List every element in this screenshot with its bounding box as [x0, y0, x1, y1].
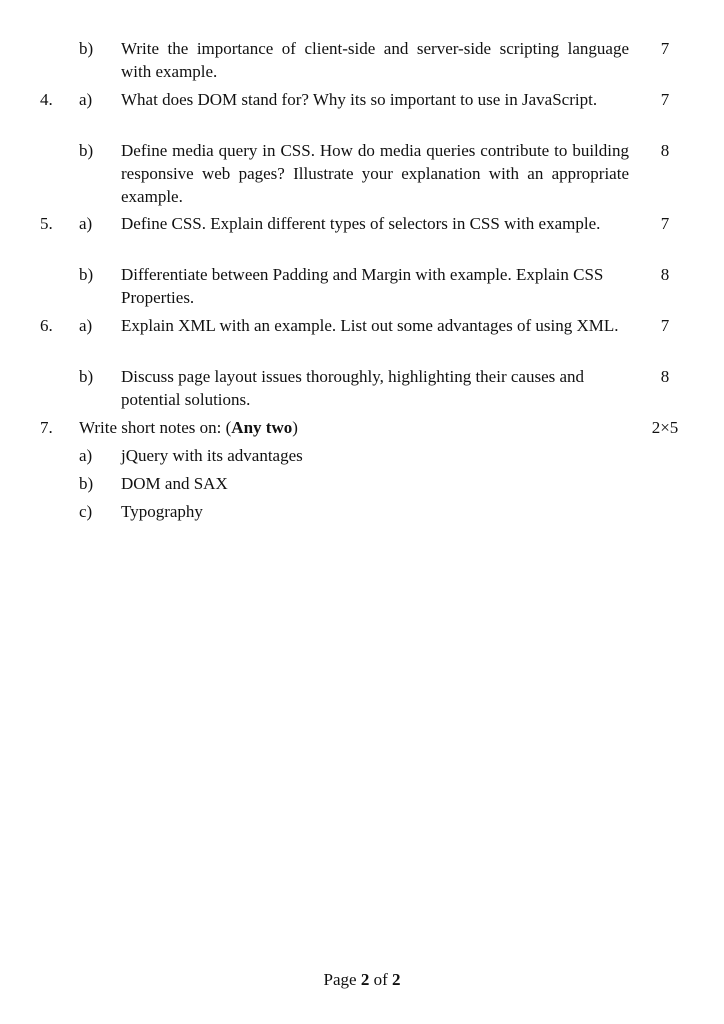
part-label: b) [79, 367, 94, 386]
question-number: 7. [40, 418, 53, 437]
marks: 7 [660, 316, 670, 335]
question-text: Define CSS. Explain different types of selectors in CSS with example. [121, 214, 601, 233]
marks: 8 [660, 141, 670, 160]
question-text: Discuss page layout issues thoroughly, highlighting their causes and potential solutions. [121, 367, 585, 409]
emphasis-text: Any two [231, 418, 293, 437]
marks: 7 [660, 214, 670, 233]
question-text: DOM and SAX [121, 474, 228, 493]
footer-prefix: Page [323, 970, 361, 989]
intro-text: Write short notes on: ( [79, 418, 232, 437]
question-number: 5. [40, 214, 53, 233]
part-label: b) [79, 39, 94, 58]
question-text: Write the importance of client-side and server-side scripting language with example. [121, 39, 629, 81]
part-label: a) [79, 214, 93, 233]
part-label: b) [79, 265, 94, 284]
question-text: Define media query in CSS. How do media queries contribute to building responsive web pages? Illustrate your explanation with an appropriate example. [121, 141, 629, 206]
marks: 2×5 [651, 418, 679, 437]
total-pages: 2 [391, 970, 401, 989]
question-text [79, 416, 639, 439]
question-text: What does DOM stand for? Why its so important to use in JavaScript. [121, 90, 598, 109]
question-text: Differentiate between Padding and Margin with example. Explain CSS Properties. [121, 265, 604, 307]
question-number: 6. [40, 316, 53, 335]
part-label: b) [79, 474, 94, 493]
part-label: a) [79, 316, 93, 335]
part-label: b) [79, 141, 94, 160]
intro-end: ) [292, 418, 298, 437]
marks: 7 [660, 39, 670, 58]
question-text: Explain XML with an example. List out some advantages of using XML. [121, 316, 619, 335]
page-footer [0, 968, 724, 991]
marks: 8 [660, 265, 670, 284]
question-number: 4. [40, 90, 53, 109]
marks: 8 [660, 367, 670, 386]
part-label: a) [79, 90, 93, 109]
marks: 7 [660, 90, 670, 109]
footer-middle: of [369, 970, 392, 989]
question-text: Typography [121, 502, 203, 521]
part-label: a) [79, 446, 93, 465]
part-label: c) [79, 502, 93, 521]
current-page: 2 [360, 970, 370, 989]
question-text: jQuery with its advantages [121, 446, 303, 465]
